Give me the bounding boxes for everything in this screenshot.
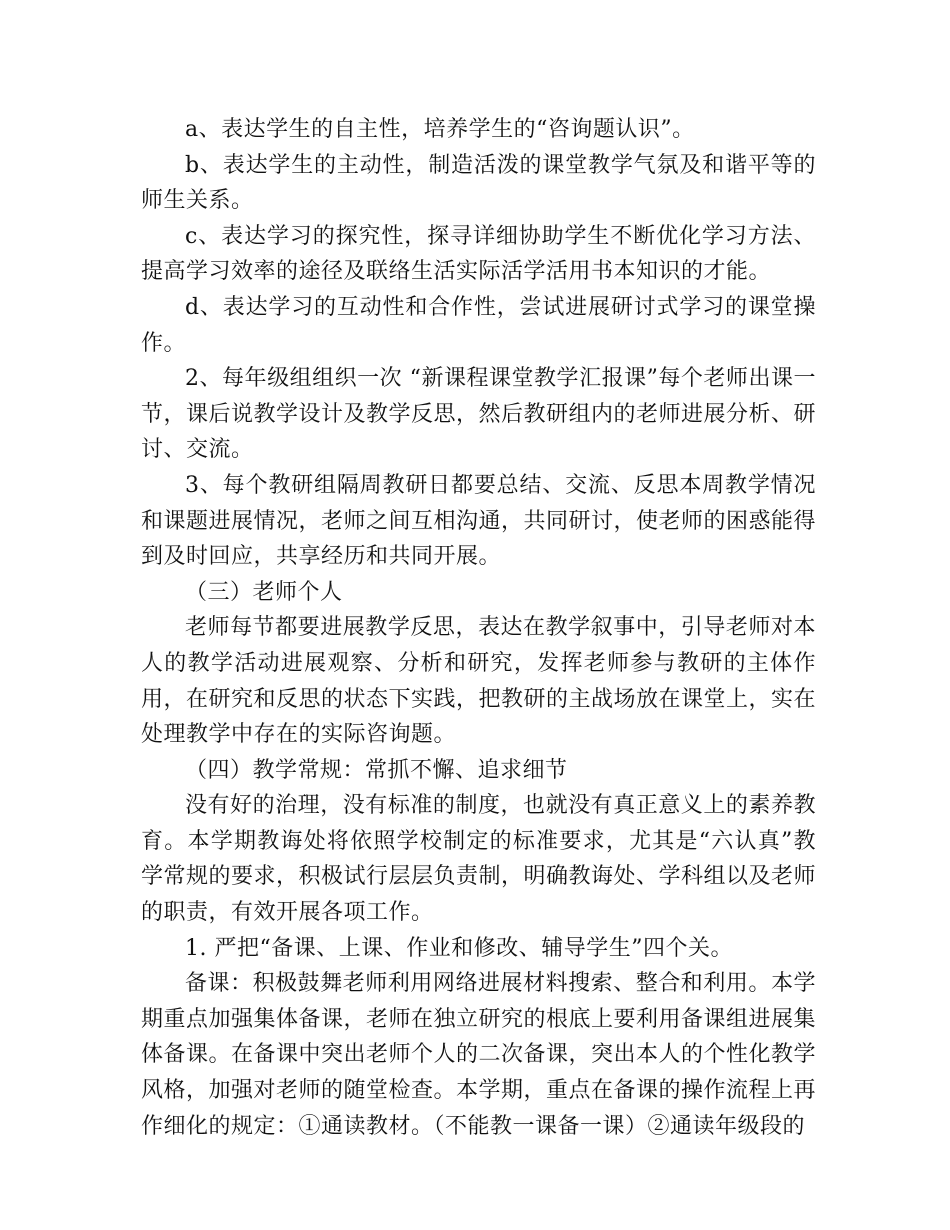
paragraph-b: b、表达学生的主动性，制造活泼的课堂教学气氛及和谐平等的师生关系。 [141, 152, 816, 214]
paragraph-item-2: 2、每年级组组织一次 “新课程课堂教学汇报课”每个老师出课一节，课后说教学设计及教学反思，然后教研组内的老师进展分析、研讨、交流。 [141, 366, 817, 463]
section-heading-teacher-individual: （三）老师个人 [185, 579, 343, 605]
paragraph-lesson-preparation: 备课：积极鼓舞老师利用网络进展材料搜索、整合和利用。本学期重点加强集体备课，老师在独立研究的根底上要利用备课组进展集体备课。在备课中突出老师个人的二次备课，突出本人的个性化教学风格，加强对老师的随堂检查。本学期，重点在备课的操作流程上再作细化的规定：①通读教材。（不能教一课备一课）②通读年级段的 [141, 971, 817, 1139]
paragraph-a: a、表达学生的自主性，培养学生的“咨询题认识”。 [185, 117, 695, 142]
paragraph-four-checkpoints: 1. 严把“备课、上课、作业和修改、辅导学生”四个关。 [185, 935, 733, 961]
paragraph-item-3: 3、每个教研组隔周教研日都要总结、交流、反思本周教学情况和课题进展情况，老师之间互相沟通，共同研讨，使老师的困惑能得到及时回应，共享经历和共同开展。 [141, 472, 817, 570]
section-heading-teaching-routine: （四）教学常规：常抓不懈、追求细节 [185, 757, 568, 783]
paragraph-c: c、表达学习的探究性，探寻详细协助学生不断优化学习方法、提高学习效率的途径及联络生活实际活学活用书本知识的才能。 [141, 223, 816, 285]
document-body [141, 112, 816, 1144]
paragraph-teacher-reflection: 老师每节都要进展教学反思，表达在教学叙事中，引导老师对本人的教学活动进展观察、分析和研究，发挥老师参与教研的主体作用，在研究和反思的状态下实践，把教研的主战场放在课堂上，实在处理教学中存在的实际咨询题。 [141, 615, 817, 748]
paragraph-management: 没有好的治理，没有标准的制度，也就没有真正意义上的素养教育。本学期教诲处将依照学校制定的标准要求，尤其是“六认真”教学常规的要求，积极试行层层负责制，明确教诲处、学科组以及老师的职责，有效开展各项工作。 [141, 793, 817, 926]
paragraph-d: d、表达学习的互动性和合作性，尝试进展研讨式学习的课堂操作。 [141, 294, 816, 356]
